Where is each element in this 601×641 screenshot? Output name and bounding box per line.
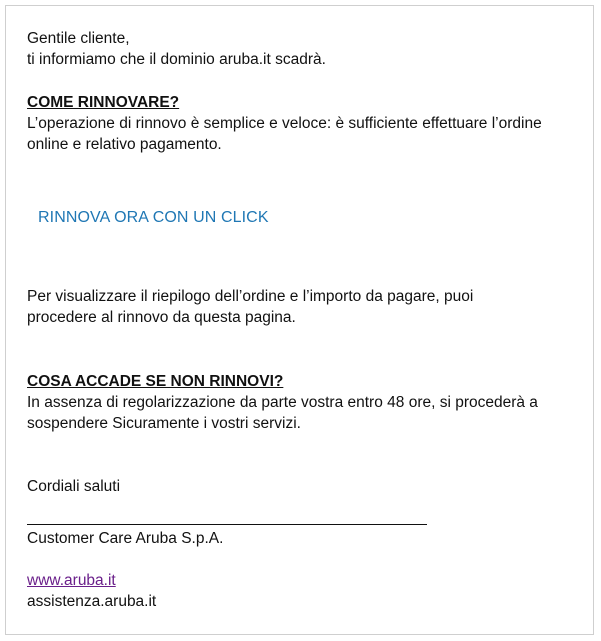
email-frame [5,5,594,635]
renew-body-line-1: L’operazione di rinnovo è semplice e veloce: è sufficiente effettuare l’ordine [27,115,542,132]
summary-line-1: Per visualizzare il riepilogo dell’ordine e l’importo da pagare, puoi [27,288,474,305]
support-text: assistenza.aruba.it [27,593,157,610]
renew-body-line-2: online e relativo pagamento. [27,136,222,153]
renew-heading: COME RINNOVARE? [27,94,180,111]
email-body [27,28,577,612]
greeting-text: Gentile cliente, [27,30,130,47]
website-link[interactable]: www.aruba.it [27,572,116,589]
closing-text: Cordiali saluti [27,478,121,495]
renew-now-button[interactable]: RINNOVA ORA CON UN CLICK [38,209,269,226]
intro-text: ti informiamo che il dominio aruba.it scadrà. [27,51,326,68]
signature-text: Customer Care Aruba S.p.A. [27,530,224,547]
summary-line-2: procedere al rinnovo da questa pagina. [27,309,296,326]
no-renew-body-line-2: sospendere Sicuramente i vostri servizi. [27,415,301,432]
no-renew-heading: COSA ACCADE SE NON RINNOVI? [27,373,284,390]
no-renew-body-line-1: In assenza di regolarizzazione da parte vostra entro 48 ore, si procederà a [27,394,538,411]
